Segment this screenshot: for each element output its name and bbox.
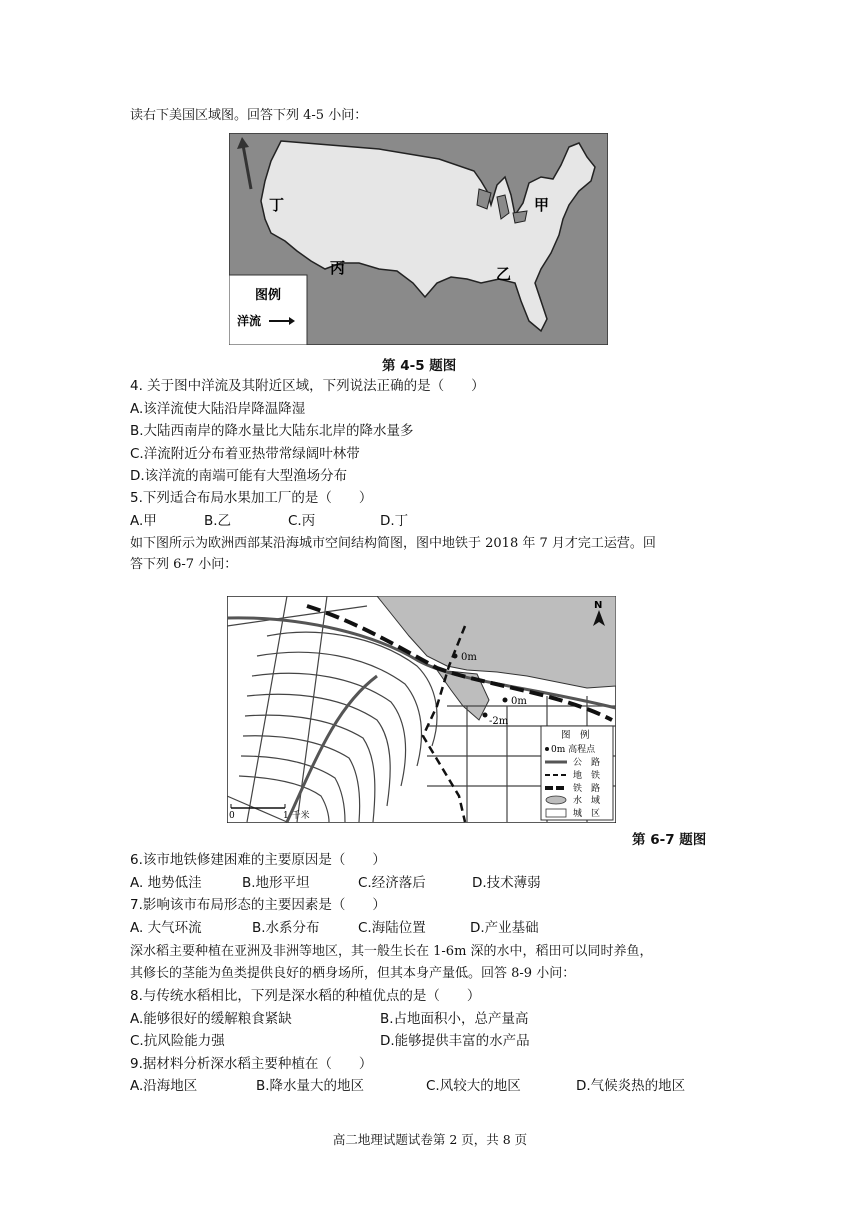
q8-option-b: B.占地面积小，总产量高 — [380, 1011, 529, 1027]
q8-option-c: C.抗风险能力强 — [130, 1033, 225, 1049]
q6-option-a: A. 地势低洼 — [130, 875, 202, 891]
intro-8-9-line2: 其修长的茎能为鱼类提供良好的栖身场所，但其本身产量低。回答 8-9 小问： — [130, 966, 576, 981]
q5-option-b: B.乙 — [204, 513, 232, 529]
q9-option-b: B.降水量大的地区 — [256, 1078, 365, 1094]
q5-stem: 5.下列适合布局水果加工厂的是（ ） — [130, 490, 373, 506]
caption-4-5: 第 4-5 题图 — [382, 358, 457, 374]
intro-4-5: 读右下美国区域图。回答下列 4-5 小问： — [130, 108, 368, 123]
elevation-point — [483, 713, 488, 718]
q4-option-a: A.该洋流使大陆沿岸降温降湿 — [130, 401, 306, 417]
elevation-label-1: 0m — [461, 652, 477, 663]
map1-legend-box — [229, 275, 307, 345]
q5-option-a: A.甲 — [130, 513, 157, 529]
q7-option-a: A. 大气环流 — [130, 920, 202, 936]
label-ding: 丁 — [269, 196, 285, 214]
map1-legend-current-label: 洋流 — [237, 314, 262, 328]
elevation-label-2: 0m — [511, 696, 527, 707]
q6-option-b: B.地形平坦 — [242, 875, 310, 891]
q7-option-c: C.海陆位置 — [358, 920, 426, 936]
q8-option-a: A.能够很好的缓解粮食紧缺 — [130, 1011, 292, 1027]
page-footer: 高二地理试题试卷第 2 页，共 8 页 — [332, 1132, 528, 1147]
q8-option-d: D.能够提供丰富的水产品 — [380, 1033, 530, 1049]
elevation-label-3: -2m — [489, 716, 509, 727]
q6-option-d: D.技术薄弱 — [472, 875, 541, 891]
coastal-city-map — [227, 596, 616, 823]
q7-option-b: B.水系分布 — [252, 920, 320, 936]
q8-stem: 8.与传统水稻相比，下列是深水稻的种植优点的是（ ） — [130, 988, 481, 1004]
q7-option-d: D.产业基础 — [470, 920, 539, 936]
q9-option-a: A.沿海地区 — [130, 1078, 198, 1094]
q5-option-c: C.丙 — [288, 513, 316, 529]
legend-urban: 城 区 — [573, 809, 601, 819]
legend-road: 公 路 — [573, 758, 601, 768]
q4-stem: 4. 关于图中洋流及其附近区域，下列说法正确的是（ ） — [130, 378, 485, 394]
q5-option-d: D.丁 — [380, 513, 409, 529]
q6-stem: 6.该市地铁修建困难的主要原因是（ ） — [130, 852, 386, 868]
legend-railway: 铁 路 — [573, 784, 601, 794]
scale-zero: 0 — [229, 811, 235, 821]
elevation-point — [453, 654, 458, 659]
caption-6-7: 第 6-7 题图 — [632, 832, 707, 848]
scale-label: 1 千米 — [283, 811, 310, 821]
q9-option-c: C.风较大的地区 — [426, 1078, 521, 1094]
legend-elevation: 0m 高程点 — [551, 745, 596, 755]
map2-legend-title: 图 例 — [561, 730, 590, 741]
label-bing: 丙 — [330, 259, 346, 277]
legend-metro: 地 铁 — [573, 771, 601, 781]
q7-stem: 7.影响该市布局形态的主要因素是（ ） — [130, 897, 386, 913]
intro-6-7-line1: 如下图所示为欧洲西部某沿海城市空间结构简图，图中地铁于 2018 年 7 月才完工运营。回 — [130, 536, 656, 551]
elevation-point — [503, 698, 508, 703]
q4-option-b: B.大陆西南岸的降水量比大陆东北岸的降水量多 — [130, 423, 414, 439]
label-yi: 乙 — [496, 265, 512, 283]
intro-8-9-line1: 深水稻主要种植在亚洲及非洲等地区，其一般生长在 1-6m 深的水中，稻田可以同时养鱼， — [130, 944, 653, 959]
label-jia: 甲 — [534, 196, 550, 214]
q4-option-d: D.该洋流的南端可能有大型渔场分布 — [130, 468, 348, 484]
usa-region-map — [229, 133, 608, 345]
intro-6-7-line2: 答下列 6-7 小问： — [130, 557, 238, 572]
north-label: N — [594, 600, 603, 611]
q4-option-c: C.洋流附近分布着亚热带常绿阔叶林带 — [130, 446, 360, 462]
legend-water: 水 域 — [573, 796, 601, 806]
q6-option-c: C.经济落后 — [358, 875, 426, 891]
q9-option-d: D.气候炎热的地区 — [576, 1078, 686, 1094]
q9-stem: 9.据材料分析深水稻主要种植在（ ） — [130, 1056, 373, 1072]
map1-legend-title: 图例 — [255, 288, 282, 303]
